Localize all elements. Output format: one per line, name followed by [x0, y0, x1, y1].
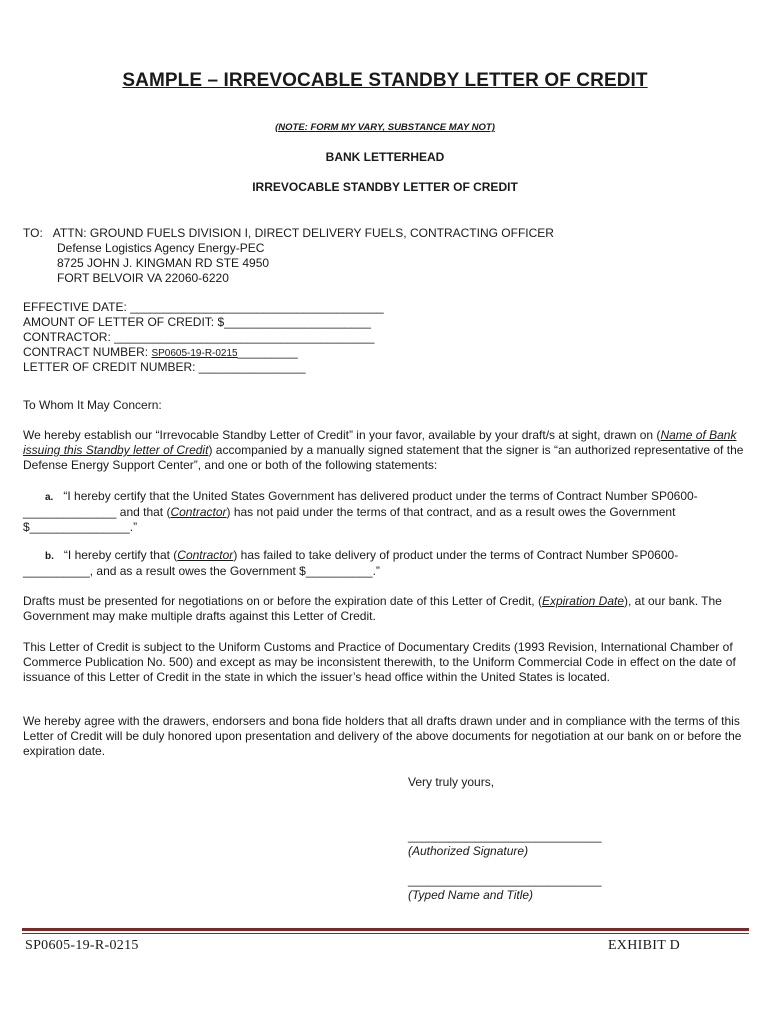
amount-field: AMOUNT OF LETTER OF CREDIT: $______________________ [23, 315, 371, 329]
paragraph-drafts [23, 594, 745, 624]
signature-line: _____________________________ [408, 829, 602, 843]
to-attn: ATTN: GROUND FUELS DIVISION I, DIRECT DELIVERY FUELS, CONTRACTING OFFICER [52, 226, 554, 240]
address-line-1: Defense Logistics Agency Energy-PEC [57, 241, 265, 255]
para1-text-2: ) accompanied by a manually signed statement that the signer is “an authorized representative of the Defense Energy Support Center”, and one or both of the following statements: [23, 443, 744, 472]
typed-name-line: _____________________________ [408, 873, 602, 887]
letter-subtitle: IRREVOCABLE STANDBY LETTER OF CREDIT [252, 180, 518, 194]
typed-name-label: (Typed Name and Title) [408, 888, 534, 902]
contract-number-value: SP0605-19-R-0215 [151, 348, 238, 359]
loc-number-field: LETTER OF CREDIT NUMBER: ________________ [23, 360, 306, 374]
footer-solicitation-number: SP0605-19-R-0215 [25, 938, 139, 953]
para1-text-1: We hereby establish our “Irrevocable Standby Letter of Credit” in your favor, available by your draft/s at sight, drawn on ( [23, 428, 661, 442]
contract-number-blank: _________ [237, 345, 298, 359]
statement-a-label: a. [45, 492, 54, 503]
statement-a-text-1: “I hereby certify that the United States Government has delivered product under the terms of Contract Number SP0600-______________ and that ( [23, 489, 698, 519]
to-line [23, 226, 554, 241]
statement-b-label: b. [45, 551, 54, 562]
document-title: SAMPLE – IRREVOCABLE STANDBY LETTER OF CREDIT [122, 70, 648, 91]
authorized-signature-label: (Authorized Signature) [408, 844, 529, 858]
contract-number-label: CONTRACT NUMBER: [23, 345, 152, 359]
closing: Very truly yours, [408, 775, 495, 789]
footer-rule-thick [22, 928, 749, 931]
contractor-placeholder-a: Contractor [170, 505, 227, 519]
address-line-2: 8725 JOHN J. KINGMAN RD STE 4950 [57, 256, 270, 270]
paragraph-ucp: This Letter of Credit is subject to the Uniform Customs and Practice of Documentary Credits (1993 Revision, International Chamber of Commerce Publication No. 500) and except as may be inconsistent therewith, to the Uniform Commercial Code in effect on the date of issuance of this Letter of Credit in the state in which the issuer’s head office within the United States is located. [23, 640, 736, 684]
statement-b [23, 548, 745, 579]
statement-b-text-1: “I hereby certify that ( [63, 548, 178, 562]
bank-name-placeholder: Name of Bank issuing this Standby letter of Credit [23, 428, 737, 457]
statement-a-text-2: ) has not paid under the terms of that contract, and as a result owes the Government $_______________.” [23, 505, 676, 534]
contract-number-field [23, 345, 298, 361]
contractor-field: CONTRACTOR: _______________________________________ [23, 330, 375, 344]
form-note: (NOTE: FORM MY VARY, SUBSTANCE MAY NOT) [275, 122, 495, 133]
address-line-3: FORT BELVOIR VA 22060-6220 [57, 271, 229, 285]
footer-exhibit: EXHIBIT D [607, 938, 680, 953]
drafts-text-2: ), at our bank. The Government may make multiple drafts against this Letter of Credit. [23, 594, 722, 623]
to-label: TO: [23, 226, 43, 240]
salutation: To Whom It May Concern: [23, 398, 162, 412]
bank-letterhead: BANK LETTERHEAD [325, 150, 445, 164]
drafts-text-1: Drafts must be presented for negotiations on or before the expiration date of this Letter of Credit, ( [23, 594, 542, 608]
statement-b-text-2: ) has failed to take delivery of product under the terms of Contract Number SP0600-__________, and as a result owes the Government $__________.” [23, 548, 679, 578]
paragraph-establish [23, 428, 745, 473]
paragraph-agree: We hereby agree with the drawers, endorsers and bona fide holders that all drafts drawn under and in compliance with the terms of this Letter of Credit will be duly honored upon presentation and delivery of the above documents for negotiation at our bank on or before the expiration date. [23, 714, 742, 758]
footer-rule-thin [22, 933, 749, 934]
expiration-date-placeholder: Expiration Date [541, 594, 624, 608]
statement-a [23, 489, 745, 535]
contractor-placeholder-b: Contractor [177, 548, 234, 562]
effective-date-field: EFFECTIVE DATE: ______________________________________ [23, 300, 384, 314]
